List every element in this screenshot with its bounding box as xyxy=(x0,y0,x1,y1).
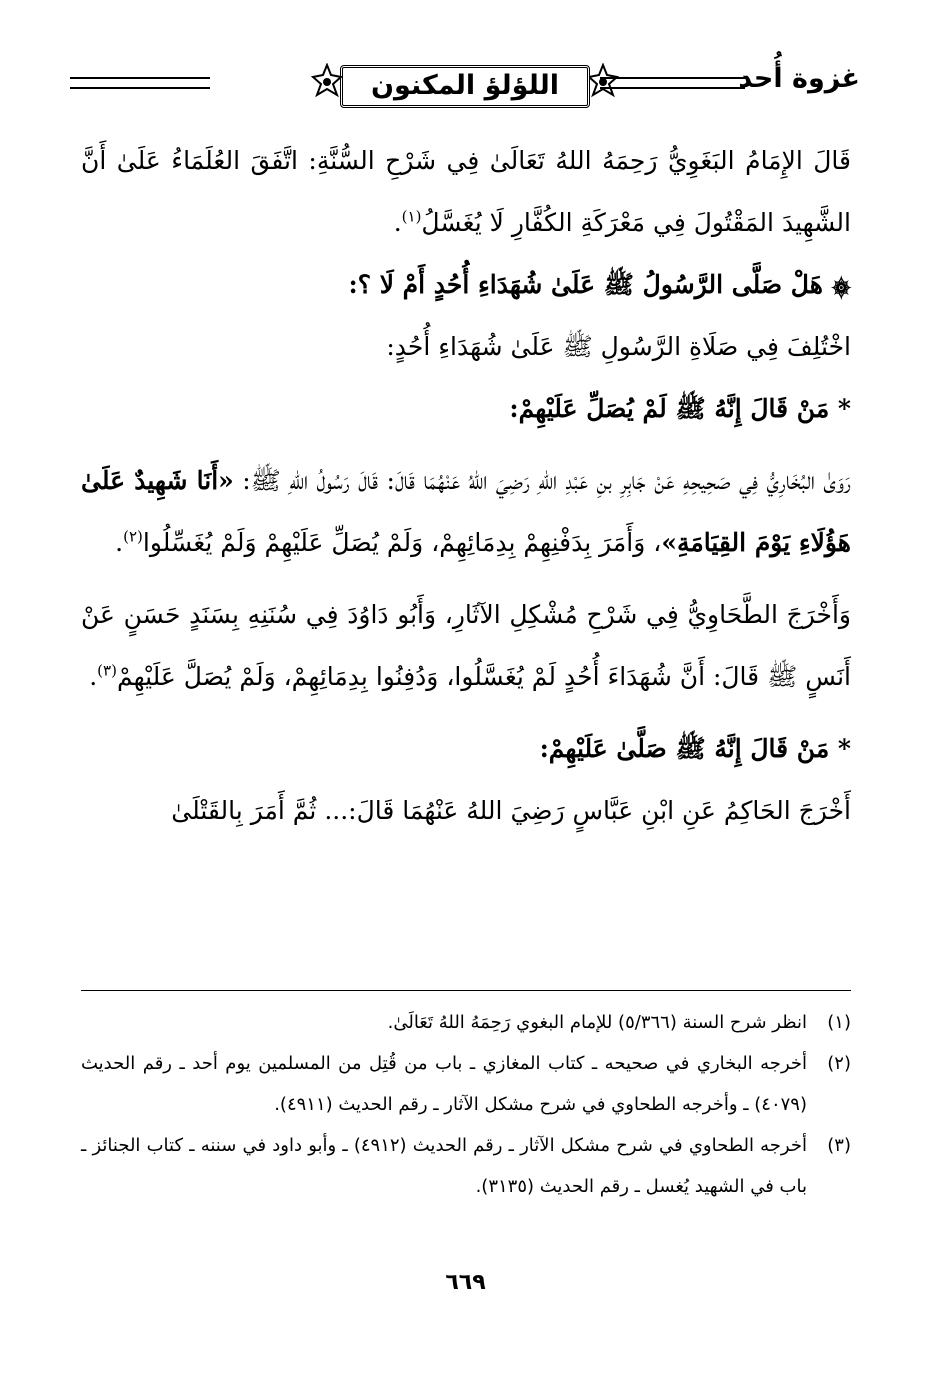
footnote-ref: (١) xyxy=(401,207,422,226)
paragraph: قَالَ الإِمَامُ البَغَوِيُّ رَحِمَهُ اللهُ تَعَالَىٰ فِي شَرْحِ السُّنَّةِ: اتَّفَقَ العُلَمَاءُ عَلَىٰ أَنَّ الشَّهِيدَ المَقْتُولَ فِي مَعْرَكَةِ الكُفَّارِ لَا يُغَسَّلُ$^{(١)}$. xyxy=(81,146,851,237)
footnote xyxy=(81,1043,851,1125)
footnote-ref: (٢) xyxy=(123,527,143,546)
header-rule-left xyxy=(70,77,210,89)
main-text xyxy=(81,130,851,842)
footnote-number: (٢) xyxy=(827,1053,851,1074)
paragraph-text: قَالَ الإِمَامُ البَغَوِيُّ رَحِمَهُ اللهُ تَعَالَىٰ فِي شَرْحِ السُّنَّةِ: اتَّفَقَ العُلَمَاءُ عَلَىٰ أَنَّ الشَّهِيدَ المَقْتُولَ فِي مَعْرَكَةِ الكُفَّارِ لَا يُغَسَّلُ xyxy=(81,146,851,237)
flower-bullet-icon: ۞ xyxy=(831,270,851,299)
paragraph-text: أَخْرَجَ الحَاكِمُ عَنِ ابْنِ عَبَّاسٍ رَضِيَ اللهُ عَنْهُمَا قَالَ:... ثُمَّ أَمَرَ بِالقَتْلَىٰ xyxy=(171,796,851,825)
heading-text: هَلْ صَلَّى الرَّسُولُ ﷺ عَلَىٰ شُهَدَاءِ أُحُدٍ أَمْ لَا ؟: xyxy=(348,270,823,299)
footnote-text: أخرجه الطحاوي في شرح مشكل الآثار ـ رقم الحديث (٤٩١٢) ـ وأبو داود في سننه ـ كتاب الجنائز ـ باب في الشهيد يُغسل ـ رقم الحديث (٣١٣٥). xyxy=(81,1135,807,1197)
paragraph-text: اخْتُلِفَ فِي صَلَاةِ الرَّسُولِ ﷺ عَلَىٰ شُهَدَاءِ أُحُدٍ: xyxy=(386,332,851,361)
sub-heading: * مَنْ قَالَ إِنَّهُ ﷺ صَلَّىٰ عَلَيْهِمْ: xyxy=(539,734,851,763)
footnote-text: أخرجه البخاري في صحيحه ـ كتاب المغازي ـ باب من قُتِل من المسلمين يوم أحد ـ رقم الحديث (٤٠٧٩) ـ وأخرجه الطحاوي في شرح مشكل الآثار ـ رقم الحديث (٤٩١١). xyxy=(81,1053,807,1115)
footnote-ref: (٣) xyxy=(97,661,117,680)
paragraph-text: رَوَىٰ البُخَارِيُّ فِي صَحِيحِهِ عَنْ جَابِرِ بنِ عَبْدِ اللهِ رَضِيَ اللهُ عَنْهُمَا قَالَ: قَالَ رَسُولُ اللهِ ﷺ: xyxy=(242,466,851,495)
paragraph: وَأَخْرَجَ الطَّحَاوِيُّ فِي شَرْحِ مُشْكِلِ الآثَارِ، وَأَبُو دَاوُدَ فِي سُنَنِهِ بِسَنَدٍ حَسَنٍ عَنْ أَنَسٍ ﷺ قَالَ: أَنَّ شُهَدَاءَ أُحُدٍ لَمْ يُغَسَّلُوا، وَدُفِنُوا بِدِمَائِهِمْ، وَلَمْ يُصَلَّ عَلَيْهِمْ$^{(٣)}$. xyxy=(81,600,851,691)
paragraph: رَوَىٰ البُخَارِيُّ فِي صَحِيحِهِ عَنْ جَابِرِ بنِ عَبْدِ اللهِ رَضِيَ اللهُ عَنْهُمَا قَالَ: قَالَ رَسُولُ اللهِ ﷺ: «أَنَا شَهِيدٌ عَلَىٰ هَؤُلَاءِ يَوْمَ القِيَامَةِ»، وَأَمَرَ بِدَفْنِهِمْ بِدِمَائِهِمْ، وَلَمْ يُصَلِّ عَلَيْهِمْ وَلَمْ يُغَسِّلُوا$^{(٢)}$. xyxy=(81,466,851,557)
footnotes xyxy=(81,1002,851,1207)
page-number: ٦٦٩ xyxy=(445,1270,486,1295)
footnote-number: (١) xyxy=(827,1012,851,1033)
book-title: اللؤلؤ المكنون xyxy=(340,65,590,108)
footnote-divider xyxy=(81,990,851,991)
paragraph-text: ، وَأَمَرَ بِدَفْنِهِمْ بِدِمَائِهِمْ، وَلَمْ يُصَلِّ عَلَيْهِمْ وَلَمْ يُغَسِّلُوا xyxy=(142,528,662,557)
ornament-icon xyxy=(309,63,345,103)
footnote xyxy=(81,1125,851,1207)
paragraph xyxy=(81,780,851,842)
paragraph xyxy=(81,316,851,378)
page-header xyxy=(70,55,860,125)
section-heading xyxy=(81,254,851,316)
sub-heading: * مَنْ قَالَ إِنَّهُ ﷺ لَمْ يُصَلِّ عَلَيْهِمْ: xyxy=(509,394,851,423)
ornament-icon xyxy=(585,63,621,103)
header-rule-right xyxy=(600,77,745,89)
hadith-quote: «أَنَا شَهِيدٌ عَلَىٰ هَؤُلَاءِ يَوْمَ القِيَامَةِ» xyxy=(81,466,851,557)
paragraph-text: وَأَخْرَجَ الطَّحَاوِيُّ فِي شَرْحِ مُشْكِلِ الآثَارِ، وَأَبُو دَاوُدَ فِي سُنَنِهِ بِسَنَدٍ حَسَنٍ عَنْ أَنَسٍ ﷺ قَالَ: أَنَّ شُهَدَاءَ أُحُدٍ لَمْ يُغَسَّلُوا، وَدُفِنُوا بِدِمَائِهِمْ، وَلَمْ يُصَلَّ عَلَيْهِمْ xyxy=(81,600,851,691)
running-title: غزوة أُحد xyxy=(738,63,860,94)
footnote-text: انظر شرح السنة (٥/٣٦٦) للإمام البغوي رَحِمَهُ اللهُ تَعَالَىٰ. xyxy=(387,1012,807,1033)
footnote xyxy=(81,1002,851,1043)
footnote-number: (٣) xyxy=(827,1135,851,1156)
